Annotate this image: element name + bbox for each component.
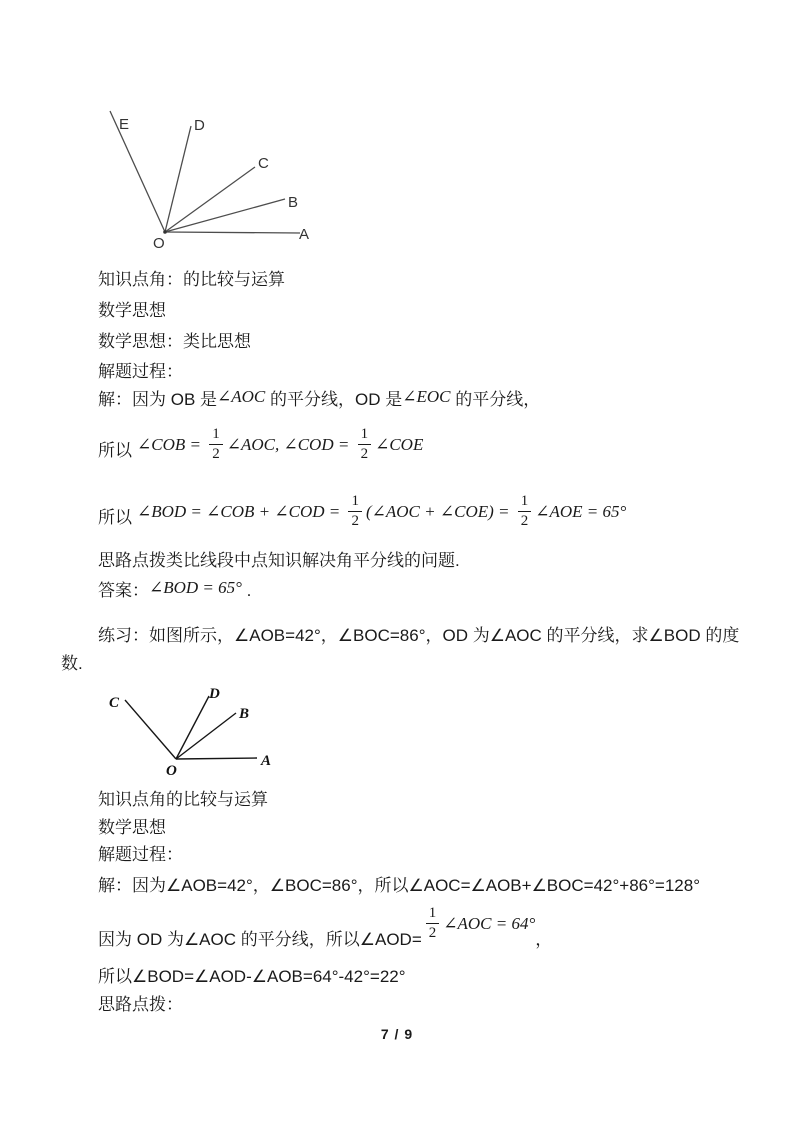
text-segment: 解：因为 OB 是 (98, 390, 218, 409)
formula1-part3: ∠COE (375, 434, 424, 454)
fraction-denominator: 2 (358, 444, 372, 462)
formula1-part1: ∠COB = (137, 434, 206, 454)
fraction-denominator: 2 (348, 511, 362, 529)
vertex-o-dot (163, 230, 167, 234)
formula-cob-cod (98, 427, 423, 462)
knowledge-point-line-2: 知识点角的比较与运算 (98, 790, 268, 809)
page-number: 7 / 9 (380, 1026, 414, 1042)
text-segment: 答案： (98, 581, 149, 600)
formula3-lead-text: 因为 OD 为∠AOC 的平分线，所以∠AOD= (98, 930, 422, 949)
fraction-numerator: 1 (351, 493, 359, 509)
figure1-label-a: A (299, 226, 310, 243)
knowledge-point-line: 知识点角：的比较与运算 (98, 270, 285, 289)
figure1-label-d: D (194, 117, 205, 134)
figure2-rays (125, 696, 257, 759)
formula3-trailing-comma: ， (535, 930, 553, 949)
fraction-denominator: 2 (426, 923, 440, 941)
figure2-label-a: A (261, 753, 272, 769)
text-segment: ∠AOC (217, 387, 266, 406)
figure1-label-e: E (119, 116, 130, 133)
math-thought-line: 数学思想 (98, 301, 166, 320)
practice-problem-wrap-line: 数. (61, 654, 83, 673)
formula2-part1: ∠BOD = ∠COB + ∠COD = (137, 501, 345, 521)
ray-ob (176, 713, 236, 759)
figure1-label-o: O (153, 235, 165, 252)
fraction-denominator: 2 (518, 511, 532, 529)
ray-oa (165, 232, 300, 233)
ray-od (176, 696, 209, 759)
ray-ob (165, 199, 285, 232)
solution-step1-line (98, 387, 541, 409)
answer-line (98, 578, 252, 600)
solution-step1-line-2: 解：因为∠AOB=42°，∠BOC=86°，所以∠AOC=∠AOB+∠BOC=42°+86°=128° (98, 876, 701, 895)
figure-rays-oabcde (100, 105, 320, 255)
formula-bod-sum (98, 494, 626, 529)
tip-heading-2: 思路点拨： (98, 995, 183, 1014)
figure2-label-d: D (209, 686, 220, 702)
fraction-one-half (348, 494, 362, 529)
formula2-lead: 所以 (98, 508, 132, 527)
formula1-part2: ∠AOC, ∠COD = (226, 434, 354, 454)
formula-aod-half-aoc (98, 906, 552, 950)
formula1-lead: 所以 (98, 441, 132, 460)
tip-line: 思路点拨类比线段中点知识解决角平分线的问题. (98, 551, 460, 570)
fraction-one-half (358, 427, 372, 462)
fraction-denominator: 2 (209, 444, 223, 462)
math-thought-line-2: 数学思想 (98, 818, 166, 837)
figure1-label-c: C (258, 155, 269, 172)
text-segment: . (241, 581, 252, 600)
practice-problem-line: 练习：如图所示，∠AOB=42°，∠BOC=86°，OD 为∠AOC 的平分线，求∠BOD 的度 (98, 626, 740, 645)
figure-rays-oabdc (95, 678, 290, 783)
math-thought-analogy-line: 数学思想：类比思想 (98, 332, 251, 351)
ray-oa (176, 758, 257, 759)
fraction-numerator: 1 (428, 905, 437, 921)
formula2-part3: ∠AOE = 65° (535, 501, 627, 521)
formula3-raised-math (422, 906, 536, 941)
text-segment: 的平分线， (450, 390, 541, 409)
formula3-math-text: ∠AOC = 64° (443, 913, 536, 933)
solution-step3-line-2: 所以∠BOD=∠AOD-∠AOB=64°-42°=22° (98, 967, 406, 986)
figure2-label-c: C (109, 695, 120, 711)
fraction-one-half (209, 427, 223, 462)
figure2-label-o: O (166, 763, 177, 779)
fraction-numerator: 1 (360, 426, 369, 442)
fraction-one-half (518, 494, 532, 529)
figure1-rays (110, 111, 300, 233)
fraction-numerator: 1 (520, 493, 529, 509)
figure2-label-b: B (239, 706, 250, 722)
solution-process-heading: 解题过程： (98, 362, 183, 381)
solution-process-heading-2: 解题过程： (98, 845, 183, 864)
fraction-one-half (426, 906, 440, 941)
fraction-numerator: 1 (212, 426, 220, 442)
text-segment: ∠BOD = 65° (149, 578, 242, 597)
text-segment: ∠EOC (402, 387, 451, 406)
formula2-part2: (∠AOC + ∠COE) = (365, 501, 514, 521)
text-segment: 的平分线，OD 是 (265, 390, 403, 409)
figure1-label-b: B (288, 194, 299, 211)
ray-oc (125, 700, 176, 759)
